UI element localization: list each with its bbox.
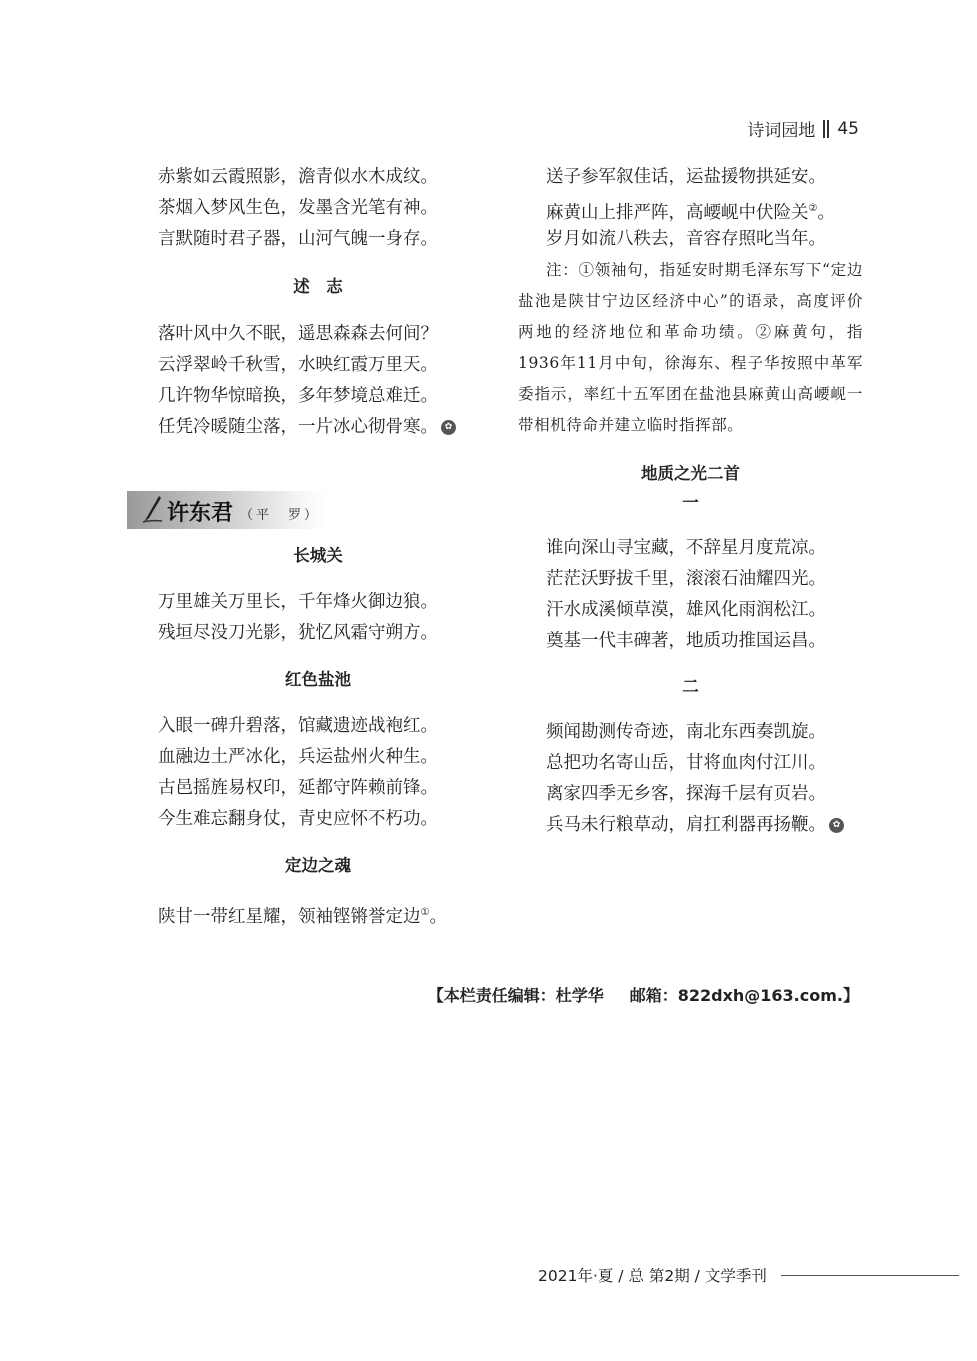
poem-line: 万里雄关万里长，千年烽火御边狼。 [158, 592, 438, 612]
author-location: （平 罗） [240, 508, 321, 523]
poem-line-end: 。 [429, 906, 447, 927]
poem-title: 红色盐池 [285, 670, 351, 689]
editor-credit [428, 983, 859, 1006]
poem-line: 送子参军叙佳话，运盐援物拱延安。 [546, 167, 826, 187]
end-mark-icon: ✿ [829, 818, 844, 833]
poem-title-wrap [158, 835, 478, 897]
poem-line-text: 兵马未行粮草动，肩扛利器再扬鞭。 [546, 815, 826, 835]
poem-line-text: 任凭冷暖随尘落，一片冰心彻骨寒。 [158, 417, 438, 437]
poem-line: 离家四季无乡客，探海千层有页岩。 [546, 784, 826, 804]
poem-line: 频闻勘测传奇迹，南北东西奏凯旋。 [546, 722, 826, 742]
footnote-ref: ① [420, 907, 430, 918]
poem-line: 汗水成溪倾草漠，雄风化雨润松江。 [546, 600, 826, 620]
poem-line-text: 麻黄山上排严阵，高崾岘中伏险关 [546, 202, 809, 223]
poem-line: 奠基一代丰碑著，地质功推国运昌。 [546, 631, 826, 651]
poem-line [518, 810, 863, 841]
poem-line: 残垣尽没刀光影，犹忆风霜守朔方。 [158, 623, 438, 643]
editor-label: 【本栏责任编辑：杜学华 [427, 986, 604, 1005]
poem-part-label: 一 [682, 493, 699, 512]
right-column [518, 162, 863, 841]
poem-title: 定边之魂 [285, 856, 351, 875]
page-footer [538, 1264, 959, 1286]
brush-icon [141, 495, 163, 523]
poem-line: 茫茫沃野拔千里，滚滚石油耀四光。 [546, 569, 826, 589]
poem-line: 几许物华惊暗换，多年梦境总难迁。 [158, 386, 438, 406]
poem-line [518, 193, 863, 224]
poem-line: 赤紫如云霞照影，澹青似水木成纹。 [158, 167, 438, 187]
poem-line: 入眼一碑升碧落，馆藏遗迹战袍红。 [158, 716, 438, 736]
poem-line [158, 412, 478, 443]
poem-line: 总把功名寄山岳，甘将血肉付江川。 [546, 753, 826, 773]
section-title: 诗词园地 [747, 121, 816, 141]
left-column [158, 162, 478, 928]
poem-line: 谁向深山寻宝藏，不辞星月度荒凉。 [546, 538, 826, 558]
footnote-ref: ② [808, 203, 818, 214]
poem-part-label: 二 [682, 677, 699, 696]
page-number: 45 [837, 118, 859, 139]
end-mark-icon: ✿ [441, 420, 456, 435]
issue-info: 2021年·夏 / 总 第2期 / 文学季刊 [538, 1267, 767, 1285]
poem-line: 血融边土严冰化，兵运盐州火种生。 [158, 747, 438, 767]
poem-line: 落叶风中久不眠，遥思森森去何间？ [158, 324, 438, 344]
author-banner [127, 491, 472, 529]
poem-line: 言默随时君子器，山河气魄一身存。 [158, 229, 438, 249]
poem-line [158, 897, 478, 928]
poem-title: 地质之光二首 [641, 464, 740, 483]
poem-line-end: 。 [817, 202, 835, 223]
poem-line: 茶烟入梦风生色，发墨含光笔有神。 [158, 198, 438, 218]
poem-title: 长城关 [293, 546, 343, 565]
poem-line: 云浮翠岭千秋雪，水映红霞万里天。 [158, 355, 438, 375]
page-header [747, 116, 859, 141]
poem-title-wrap [158, 255, 478, 319]
poem-line: 岁月如流八秩去，音容存照叱当年。 [546, 229, 826, 249]
poem-title-wrap [158, 649, 478, 711]
note-body: 注：①领袖句，指延安时期毛泽东写下“定边盐池是陕甘宁边区经济中心”的语录，高度评价两地的经济地位和革命功绩。②麻黄句，指1936年11月中旬，徐海东、程子华按照中革军委指示，率红十五军团在盐池县麻黄山高崾岘一带相机待命并建立临时指挥部。 [518, 261, 863, 434]
poem-line-text: 陕甘一带红星耀，领袖铿锵誉定边 [158, 906, 421, 927]
header-divider [823, 120, 829, 138]
editor-email: 邮箱：822dxh@163.com.】 [629, 986, 859, 1005]
poem-line: 今生难忘翻身仗，青史应怀不朽功。 [158, 809, 438, 829]
poem-part-wrap [518, 657, 863, 717]
poem-line: 古邑摇旌易权印，延都守阵赖前锋。 [158, 778, 438, 798]
footnote-text [518, 255, 863, 441]
poem-title-wrap [158, 525, 478, 587]
poem-title: 述 志 [293, 277, 343, 296]
footer-rule [781, 1275, 959, 1276]
author-name: 许东君 [167, 500, 234, 526]
